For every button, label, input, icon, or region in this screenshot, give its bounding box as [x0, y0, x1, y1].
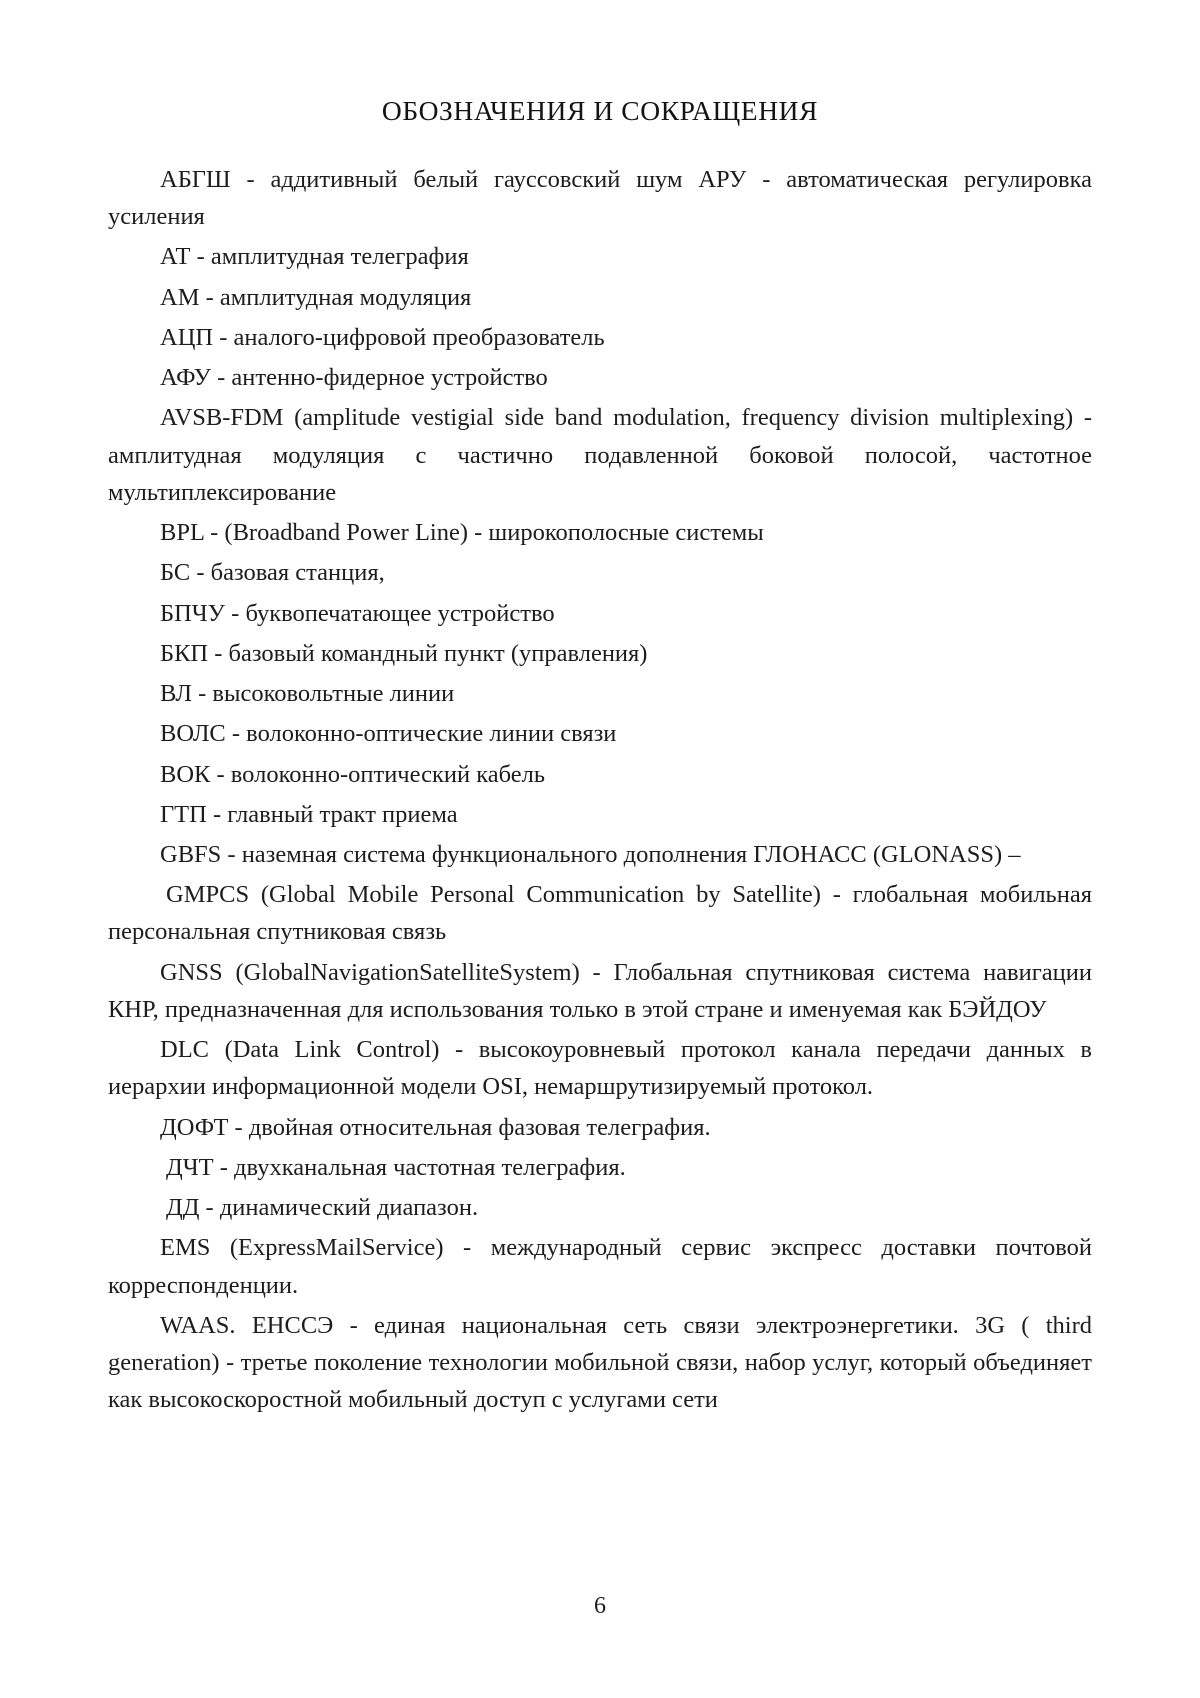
page-title: ОБОЗНАЧЕНИЯ И СОКРАЩЕНИЯ	[381, 95, 819, 126]
list-item: БС - базовая станция,	[160, 559, 385, 587]
list-item: АБГШ - аддитивный белый гауссовский шум АРУ - автоматическая регулировка усиления	[108, 166, 1092, 231]
list-item: ДОФТ - двойная относительная фазовая телеграфия.	[160, 1113, 711, 1141]
list-item: ГТП - главный тракт приема	[160, 800, 458, 828]
list-item: ДД - динамический диапазон.	[166, 1194, 479, 1222]
list-item: DLC (Data Link Control) - высокоуровневый протокол канала передачи данных в иерархии информационной модели OSI, немаршрутизируемый протокол.	[108, 1036, 1092, 1101]
list-item: БКП - базовый командный пункт (управления)	[160, 639, 648, 667]
list-item: BPL - (Broadband Power Line) - широкополосные системы	[160, 519, 764, 547]
list-item: ВОЛС - волоконно-оптические линии связи	[160, 720, 617, 748]
page-number: 6	[594, 1593, 606, 1619]
abbreviation-list	[108, 161, 1092, 1419]
list-item: АМ - амплитудная модуляция	[160, 283, 472, 311]
list-item: АЦП - аналого-цифровой преобразователь	[160, 323, 605, 351]
list-item: АТ - амплитудная телеграфия	[160, 243, 469, 271]
list-item: АФУ - антенно-фидерное устройство	[160, 364, 548, 392]
list-item: ВОК - волоконно-оптический кабель	[160, 760, 546, 788]
list-item: EMS (ExpressMailService) - международный сервис экспресс доставки почтовой корреспонденции.	[108, 1234, 1092, 1299]
list-item: WAAS. ЕНССЭ - единая национальная сеть связи электроэнергетики. 3G ( third generation) - третье поколение технологии мобильной связи, набор услуг, который объединяет как высокоскоростной мобильный доступ с услугами сети	[108, 1311, 1092, 1414]
list-item: AVSB-FDM (amplitude vestigial side band modulation, frequency division multiplexing) - амплитудная модуляция с частично подавленной боковой полосой, частотное мультиплексирование	[108, 404, 1092, 506]
list-item: GBFS - наземная система функционального дополнения ГЛОНАСС (GLONASS) –	[160, 840, 1021, 868]
list-item: GMPCS (Global Mobile Personal Communication by Satellite) - глобальная мобильная персональная спутниковая связь	[108, 881, 1092, 946]
list-item: БПЧУ - буквопечатающее устройство	[160, 599, 555, 627]
list-item: ДЧТ - двухканальная частотная телеграфия.	[166, 1153, 626, 1181]
list-item: GNSS (GlobalNavigationSatelliteSystem) - Глобальная спутниковая система навигации КНР, предназначенная для использования только в этой стране и именуемая как БЭЙДОУ	[108, 958, 1092, 1023]
list-item: ВЛ - высоковольтные линии	[160, 680, 455, 708]
